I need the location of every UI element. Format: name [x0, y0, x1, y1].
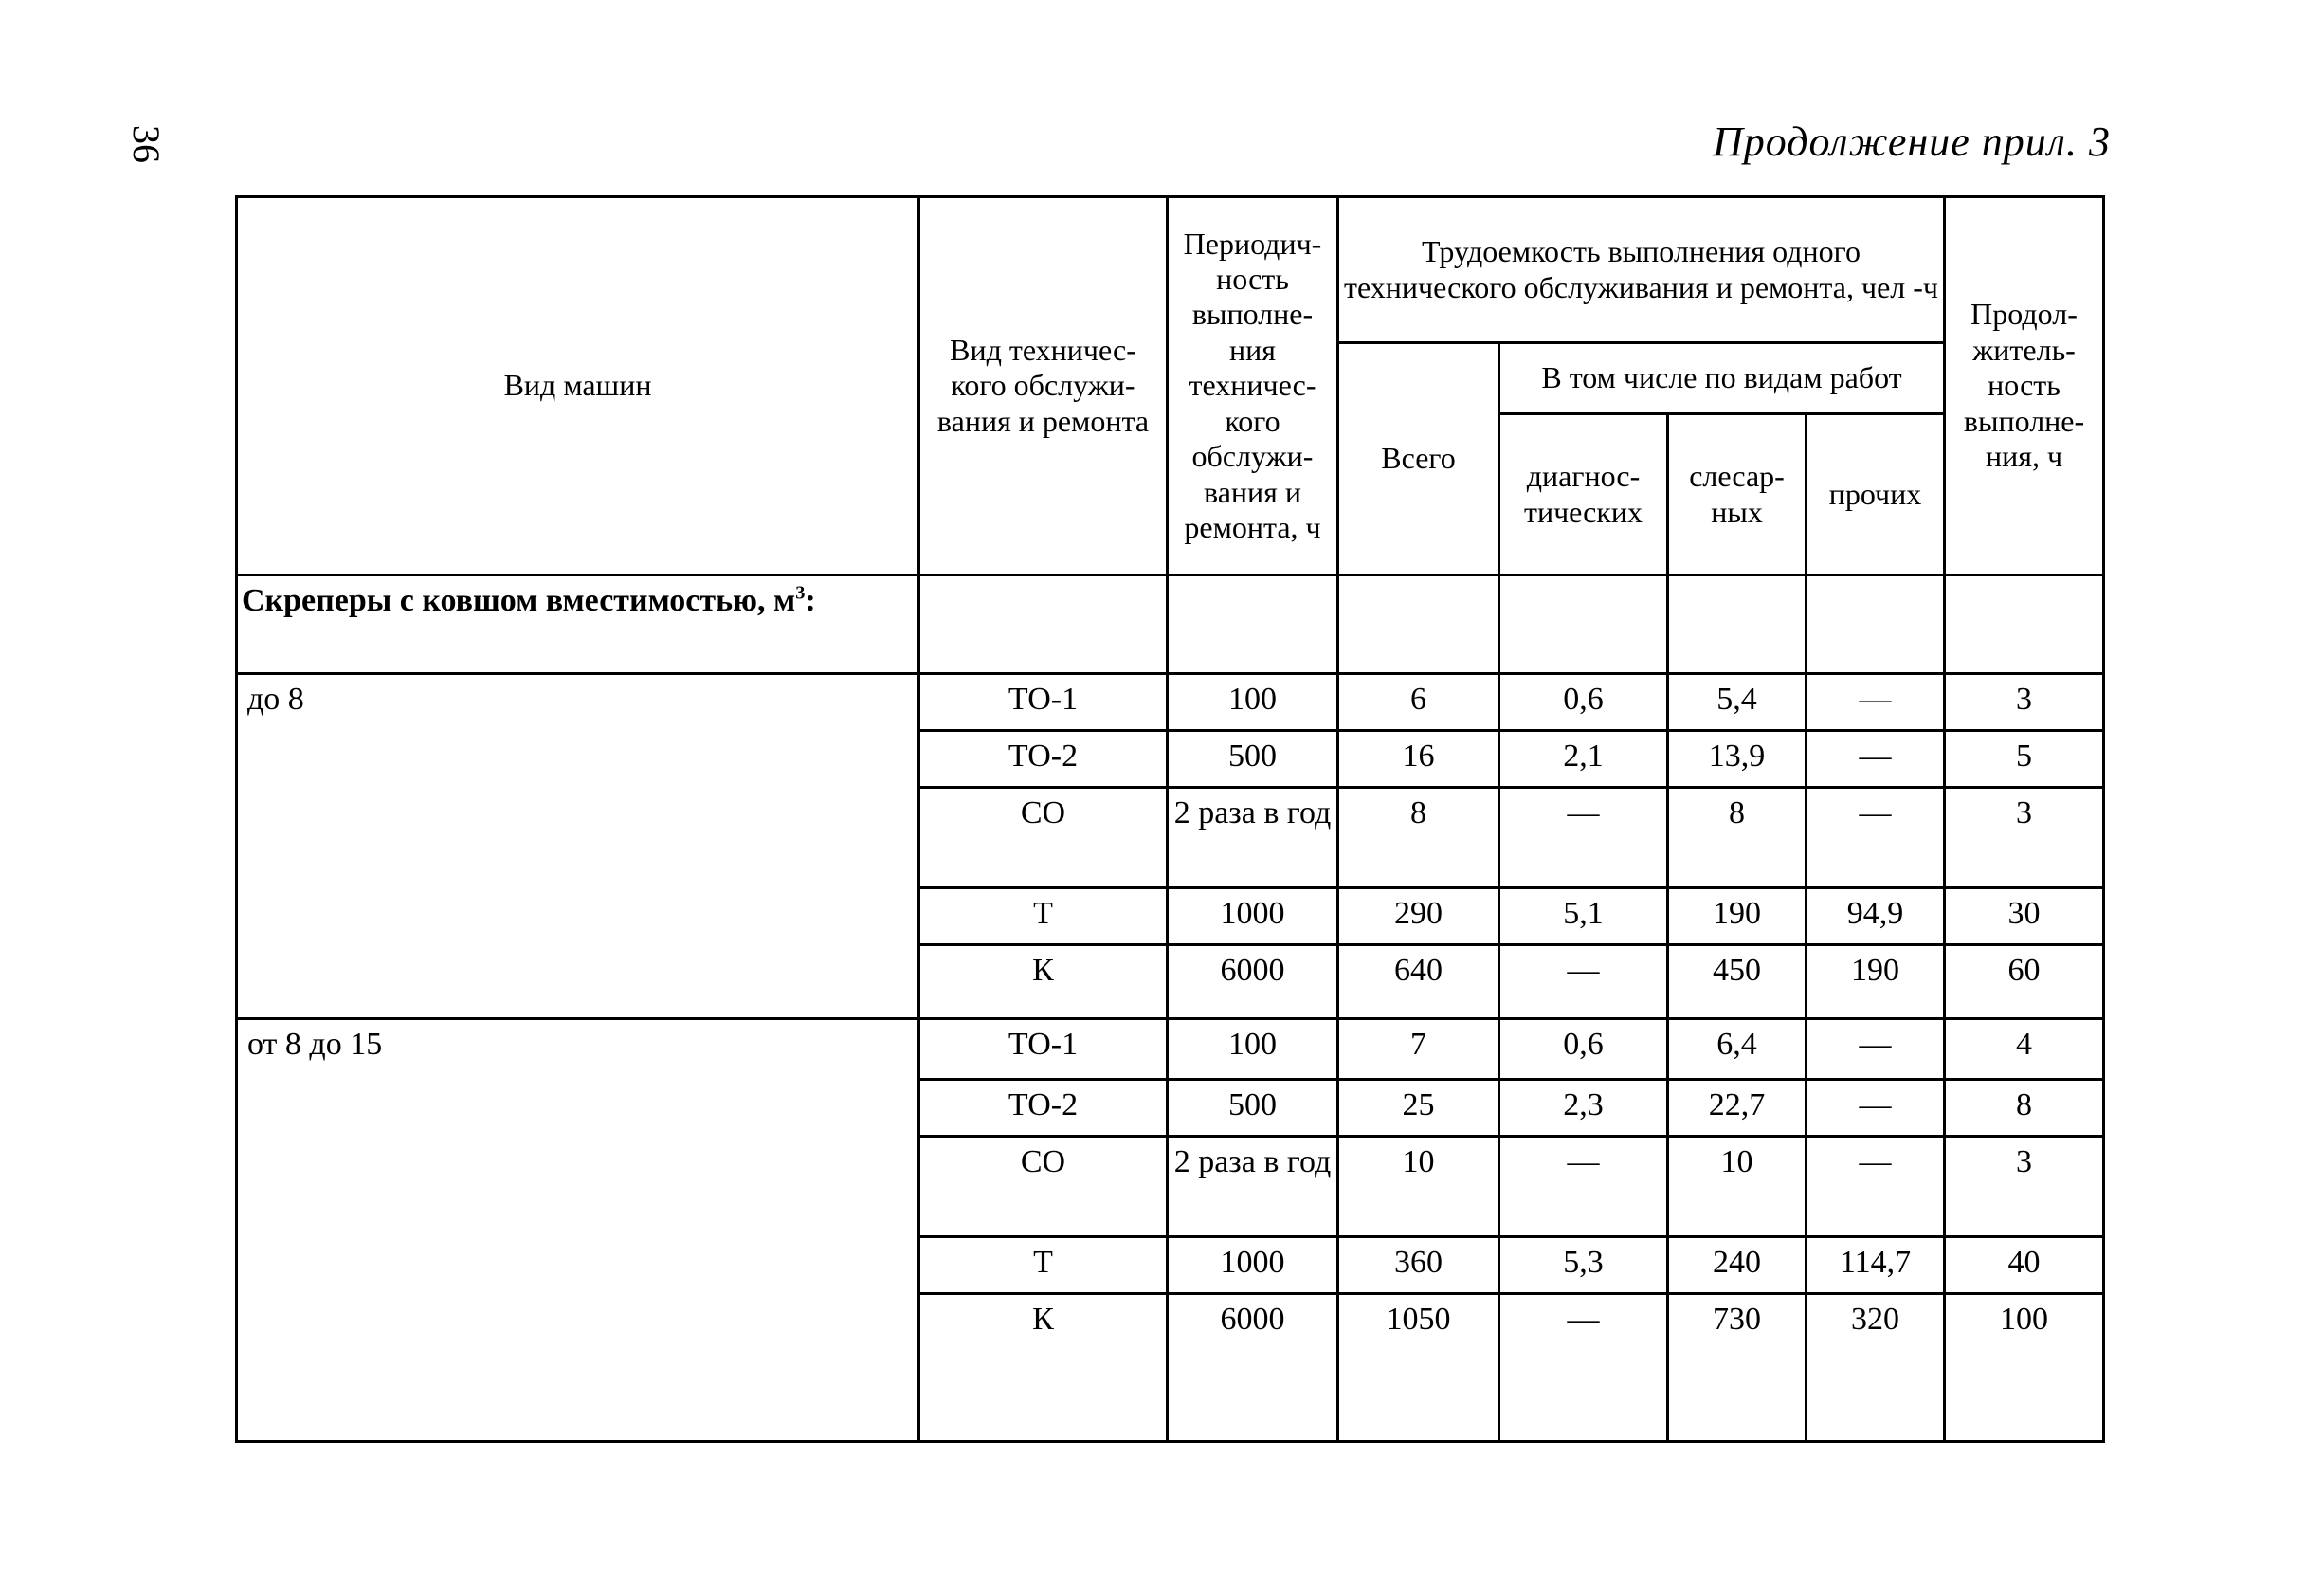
cell-total: 25	[1338, 1080, 1499, 1137]
cell-locksmith: 730	[1668, 1294, 1807, 1442]
cell-duration: 3	[1945, 1137, 2104, 1237]
header-duration: Продол-житель-ность выполне-ния, ч	[1945, 197, 2104, 575]
table-row	[237, 674, 2104, 731]
cell-period: 6000	[1168, 1294, 1338, 1442]
cell-total: 7	[1338, 1019, 1499, 1080]
cell-duration: 8	[1945, 1080, 2104, 1137]
cell-period: 2 раза в год	[1168, 788, 1338, 888]
header-machine: Вид машин	[237, 197, 919, 575]
cell-period: 1000	[1168, 888, 1338, 945]
cell-type: К	[919, 1294, 1168, 1442]
cell-diagnostic: —	[1499, 1294, 1668, 1442]
cell-total: 10	[1338, 1137, 1499, 1237]
cell-locksmith: 13,9	[1668, 731, 1807, 788]
maintenance-table	[235, 195, 2105, 1443]
header-locksmith: слесар-ных	[1668, 414, 1807, 575]
cell-total: 6	[1338, 674, 1499, 731]
cell-type: ТО-2	[919, 731, 1168, 788]
cell-type: СО	[919, 788, 1168, 888]
cell-other: 190	[1807, 945, 1945, 1019]
header-other: прочих	[1807, 414, 1945, 575]
cell-duration: 5	[1945, 731, 2104, 788]
cell-total: 8	[1338, 788, 1499, 888]
cell-other: —	[1807, 1137, 1945, 1237]
cell-diagnostic: 2,1	[1499, 731, 1668, 788]
cell-locksmith: 5,4	[1668, 674, 1807, 731]
cell-type: Т	[919, 1237, 1168, 1294]
cell-other: 94,9	[1807, 888, 1945, 945]
cell-duration: 100	[1945, 1294, 2104, 1442]
header-including: В том числе по видам работ	[1499, 343, 1945, 414]
cell-other: 114,7	[1807, 1237, 1945, 1294]
cell-other: —	[1807, 674, 1945, 731]
cell-total: 360	[1338, 1237, 1499, 1294]
header-service-type: Вид техничес-кого обслужи-вания и ремонта	[919, 197, 1168, 575]
section-row	[237, 575, 2104, 674]
header-total: Всего	[1338, 343, 1499, 575]
cell-duration: 30	[1945, 888, 2104, 945]
cell-diagnostic: 5,1	[1499, 888, 1668, 945]
cell-period: 100	[1168, 1019, 1338, 1080]
cell-diagnostic: —	[1499, 1137, 1668, 1237]
cell-duration: 4	[1945, 1019, 2104, 1080]
cell-locksmith: 6,4	[1668, 1019, 1807, 1080]
group-label: от 8 до 15	[237, 1019, 919, 1442]
cell-period: 100	[1168, 674, 1338, 731]
cell-locksmith: 190	[1668, 888, 1807, 945]
table-row	[237, 1019, 2104, 1080]
section-title: Скреперы с ковшом вместимостью, $м^3$:	[237, 575, 919, 674]
cell-total: 16	[1338, 731, 1499, 788]
cell-diagnostic: 0,6	[1499, 674, 1668, 731]
cell-locksmith: 10	[1668, 1137, 1807, 1237]
cell-diagnostic: —	[1499, 788, 1668, 888]
cell-duration: 3	[1945, 674, 2104, 731]
page-number: 36	[125, 125, 168, 163]
cell-type: Т	[919, 888, 1168, 945]
cell-other: —	[1807, 1019, 1945, 1080]
cell-total: 290	[1338, 888, 1499, 945]
cell-period: 500	[1168, 1080, 1338, 1137]
cell-duration: 3	[1945, 788, 2104, 888]
cell-type: ТО-1	[919, 1019, 1168, 1080]
cell-duration: 40	[1945, 1237, 2104, 1294]
cell-diagnostic: 5,3	[1499, 1237, 1668, 1294]
group-label: до 8	[237, 674, 919, 1019]
header-diagnostic: диагнос-тических	[1499, 414, 1668, 575]
cell-other: —	[1807, 731, 1945, 788]
cell-total: 1050	[1338, 1294, 1499, 1442]
cell-locksmith: 8	[1668, 788, 1807, 888]
cell-period: 1000	[1168, 1237, 1338, 1294]
cell-period: 500	[1168, 731, 1338, 788]
cell-diagnostic: —	[1499, 945, 1668, 1019]
header-labor-group: Трудоемкость выполнения одного технического обслуживания и ремонта, чел -ч	[1338, 197, 1945, 343]
cell-locksmith: 22,7	[1668, 1080, 1807, 1137]
continuation-caption: Продолжение прил. 3	[1713, 119, 2111, 165]
cell-locksmith: 450	[1668, 945, 1807, 1019]
cell-locksmith: 240	[1668, 1237, 1807, 1294]
cell-diagnostic: 2,3	[1499, 1080, 1668, 1137]
cell-duration: 60	[1945, 945, 2104, 1019]
cell-other: —	[1807, 1080, 1945, 1137]
cell-total: 640	[1338, 945, 1499, 1019]
cell-other: —	[1807, 788, 1945, 888]
cell-period: 6000	[1168, 945, 1338, 1019]
cell-other: 320	[1807, 1294, 1945, 1442]
cell-type: СО	[919, 1137, 1168, 1237]
cell-diagnostic: 0,6	[1499, 1019, 1668, 1080]
cell-type: ТО-2	[919, 1080, 1168, 1137]
cell-period: 2 раза в год	[1168, 1137, 1338, 1237]
cell-type: К	[919, 945, 1168, 1019]
header-periodicity: Периодич-ность выполне-ния техничес-кого обслужи-вания и ремонта, ч	[1168, 197, 1338, 575]
cell-type: ТО-1	[919, 674, 1168, 731]
